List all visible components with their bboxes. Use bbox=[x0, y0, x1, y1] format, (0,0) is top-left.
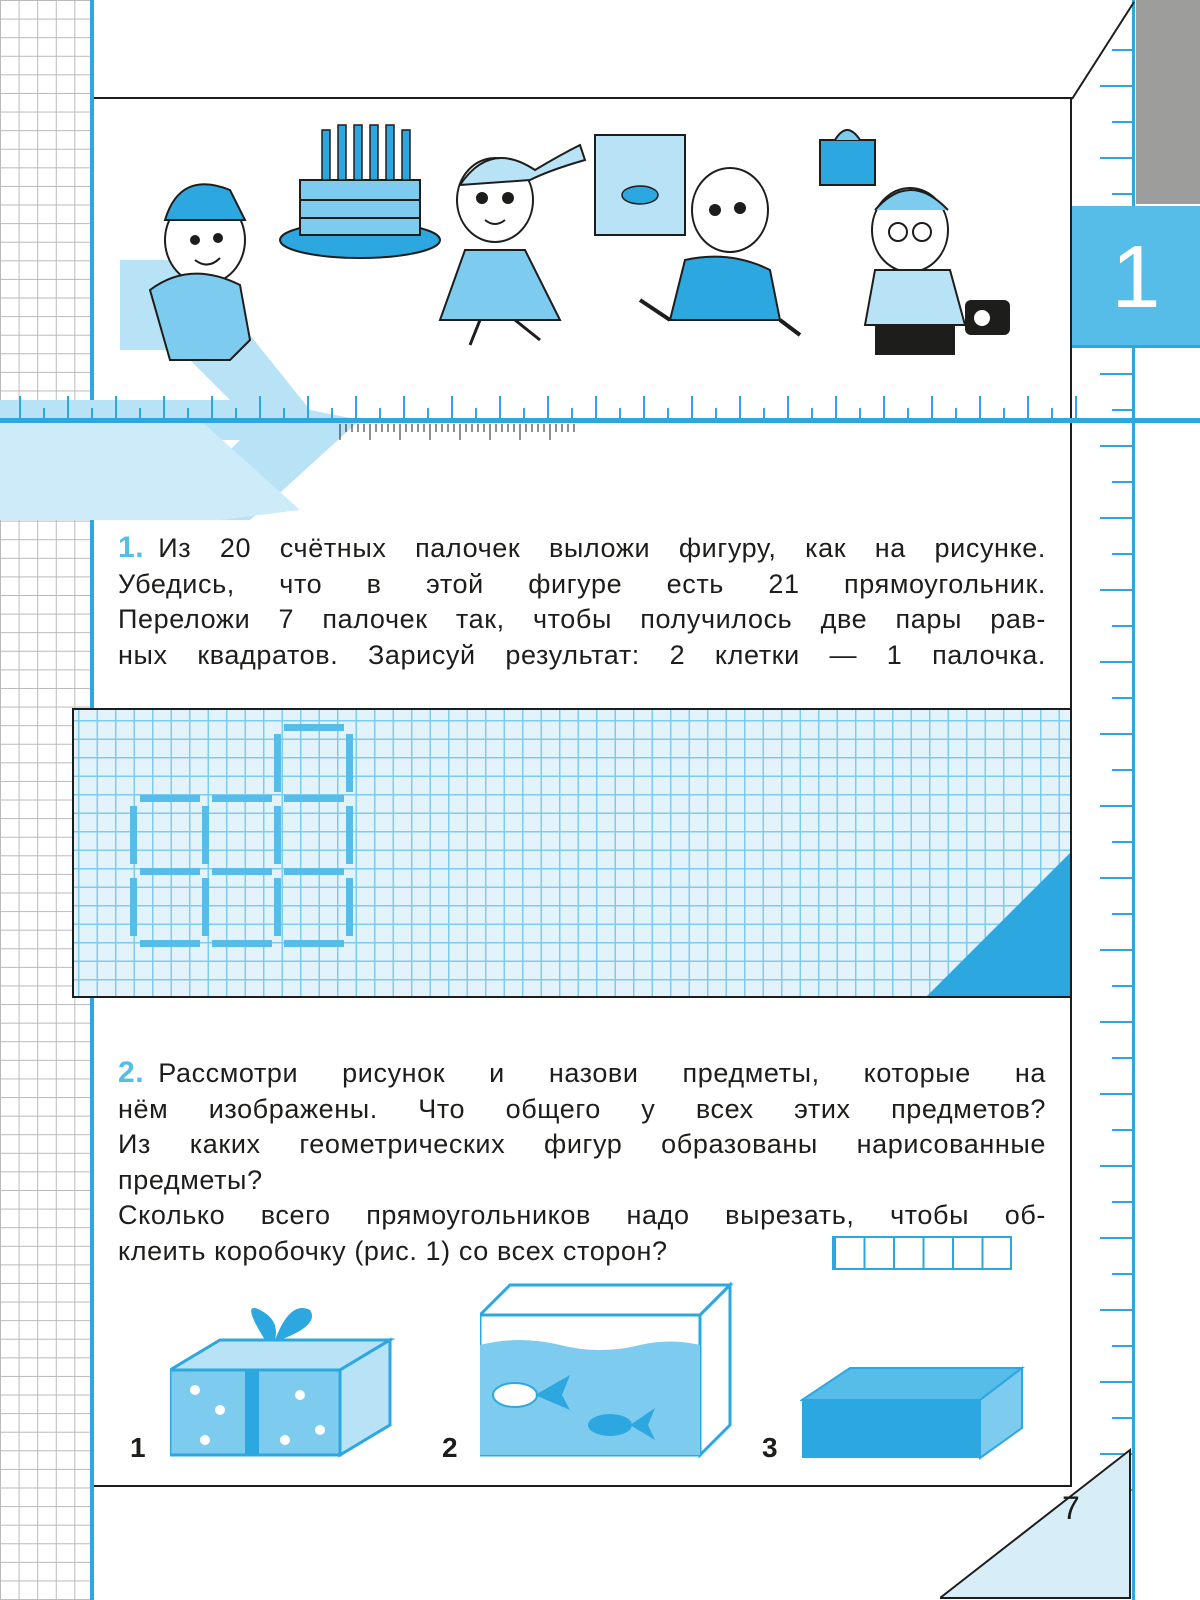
task-1-line-3: Переложи 7 палочек так, чтобы получилось две пары рав- bbox=[118, 604, 1046, 634]
task-2-line-6: клеить коробочку (рис. 1) со всех сторон? bbox=[118, 1235, 668, 1266]
girl-icon bbox=[440, 145, 585, 345]
task-1-line-1: 1. Из 20 счётных палочек выложи фигуру, как на рисунке. bbox=[118, 531, 1046, 564]
content-frame-bottom bbox=[94, 1485, 1072, 1487]
content-frame-top bbox=[94, 97, 1072, 99]
horizontal-ruler-ticks bbox=[0, 380, 1090, 440]
task-1-line-2: Убедись, что в этой фигуре есть 21 прямоугольник. bbox=[118, 568, 1046, 599]
figure-3-label: 3 bbox=[762, 1432, 778, 1463]
aquarium-icon bbox=[480, 1280, 740, 1460]
task-1-line-4: ных квадратов. Зарисуй результат: 2 клетки — 1 палочка. bbox=[118, 639, 1046, 670]
birthday-cake-icon bbox=[280, 125, 440, 258]
task-2-line-4: предметы? bbox=[118, 1164, 263, 1195]
task-2-number: 2. bbox=[118, 1056, 145, 1089]
children-illustration bbox=[110, 110, 1050, 370]
boy-with-glasses-icon bbox=[820, 130, 1010, 355]
figure-1-label: 1 bbox=[130, 1432, 146, 1463]
page-number: 7 bbox=[1062, 1490, 1080, 1526]
bottom-right-corner-triangle bbox=[940, 1440, 1140, 1600]
task-2-line-3: Из каких геометрических фигур образованы нарисованные bbox=[118, 1129, 1046, 1159]
brick-icon bbox=[800, 1360, 1030, 1460]
figure-2-label: 2 bbox=[442, 1432, 458, 1463]
boy-with-cap-icon bbox=[150, 184, 250, 360]
frame-diagonal-corner bbox=[1060, 0, 1140, 110]
boy-with-aquarium-icon bbox=[595, 135, 800, 335]
task-1-number: 1. bbox=[118, 531, 145, 564]
task-2-line-1: 2. Рассмотри рисунок и назови предметы, которые на bbox=[118, 1056, 1046, 1089]
chapter-tab-divider bbox=[1072, 345, 1200, 348]
chapter-number: 1 bbox=[1111, 227, 1161, 326]
task-2-line-5: Сколько всего прямоугольников надо вырезать, чтобы об- bbox=[118, 1200, 1046, 1230]
task-2-line-2: нём изображены. Что общего у всех этих предметов? bbox=[118, 1093, 1046, 1124]
matchstick-figure bbox=[72, 708, 1072, 998]
answer-box[interactable] bbox=[832, 1236, 1012, 1270]
task-1 bbox=[118, 530, 1046, 673]
right-gray-tab bbox=[1136, 0, 1200, 204]
gift-box-icon bbox=[170, 1300, 400, 1460]
